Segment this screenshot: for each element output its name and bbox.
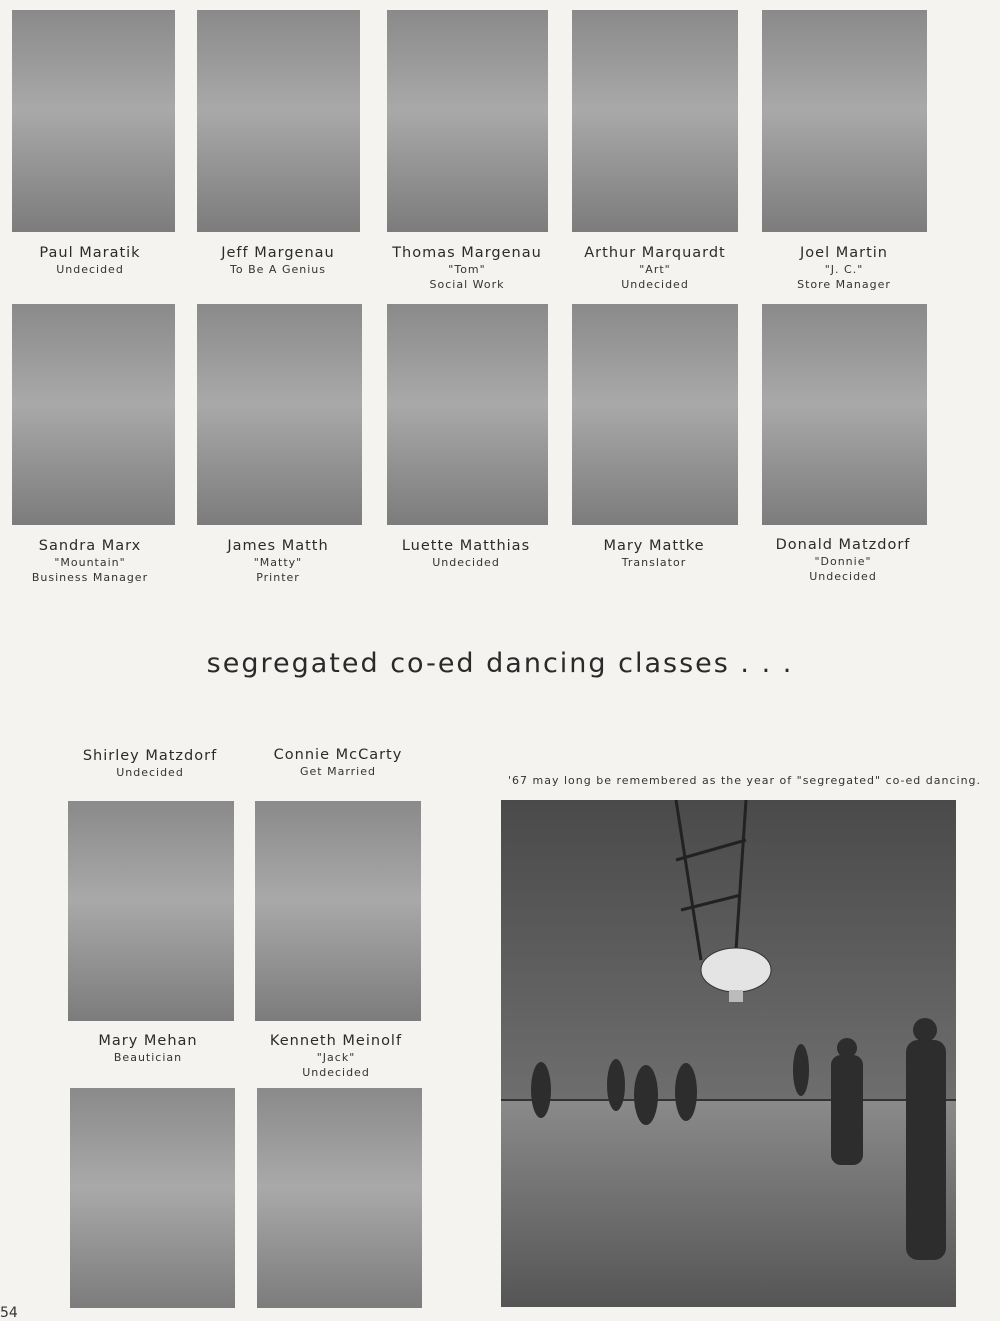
portrait-james-matth bbox=[197, 304, 362, 525]
student-nickname: "Art" bbox=[639, 263, 671, 276]
student-name: Shirley Matzdorf bbox=[82, 748, 218, 764]
student-nickname: "Mountain" bbox=[54, 556, 126, 569]
portrait-luette-matthias bbox=[387, 304, 548, 525]
caption-paul-maratik bbox=[0, 246, 190, 277]
student-name: Kenneth Meinolf bbox=[269, 1033, 403, 1049]
page-number: 54 bbox=[0, 1305, 18, 1321]
student-detail: Undecided bbox=[56, 263, 124, 276]
caption-luette-matthias bbox=[366, 539, 566, 570]
caption-james-matth bbox=[178, 539, 378, 585]
caption-connie-mccarty bbox=[238, 748, 438, 779]
caption-arthur-marquardt bbox=[555, 246, 755, 292]
gym-dance-photo bbox=[501, 800, 956, 1307]
caption-kenneth-meinolf bbox=[236, 1034, 436, 1080]
caption-mary-mattke bbox=[554, 539, 754, 570]
portrait-jeff-margenau bbox=[197, 10, 360, 232]
student-name: James Matth bbox=[227, 538, 329, 554]
caption-sandra-marx bbox=[0, 539, 190, 585]
portrait-mary-mattke bbox=[572, 304, 738, 525]
student-detail: Store Manager bbox=[797, 278, 891, 291]
caption-joel-martin bbox=[744, 246, 944, 292]
portrait-arthur-marquardt bbox=[572, 10, 738, 232]
student-detail: Translator bbox=[621, 556, 687, 569]
portrait-joel-martin bbox=[762, 10, 927, 232]
student-name: Mary Mehan bbox=[98, 1033, 198, 1049]
caption-donald-matzdorf bbox=[743, 538, 943, 584]
student-name: Luette Matthias bbox=[401, 538, 531, 554]
student-detail: To Be A Genius bbox=[230, 263, 326, 276]
caption-shirley-matzdorf bbox=[50, 749, 250, 780]
portrait-sandra-marx bbox=[12, 304, 175, 525]
student-detail: Printer bbox=[256, 571, 300, 584]
photo-caption: '67 may long be remembered as the year of "segregated" co-ed dancing. bbox=[508, 774, 982, 787]
caption-thomas-margenau bbox=[367, 246, 567, 292]
student-name: Mary Mattke bbox=[603, 538, 705, 554]
portrait-thomas-margenau bbox=[387, 10, 548, 232]
student-detail: Undecided bbox=[432, 556, 500, 569]
portrait-mary-mehan bbox=[70, 1088, 235, 1308]
student-name: Sandra Marx bbox=[38, 538, 142, 554]
student-name: Paul Maratik bbox=[39, 245, 141, 261]
student-name: Donald Matzdorf bbox=[775, 537, 911, 553]
student-detail: Undecided bbox=[621, 278, 689, 291]
student-nickname: "Jack" bbox=[316, 1051, 356, 1064]
student-nickname: "Matty" bbox=[253, 556, 303, 569]
student-name: Thomas Margenau bbox=[392, 245, 542, 261]
student-detail: Social Work bbox=[429, 278, 505, 291]
student-name: Arthur Marquardt bbox=[584, 245, 726, 261]
portrait-shirley-matzdorf bbox=[68, 801, 234, 1021]
student-detail: Undecided bbox=[116, 766, 184, 779]
caption-jeff-margenau bbox=[178, 246, 378, 277]
student-name: Joel Martin bbox=[800, 245, 888, 261]
student-detail: Undecided bbox=[302, 1066, 370, 1079]
student-name: Connie McCarty bbox=[273, 747, 403, 763]
student-nickname: "Tom" bbox=[448, 263, 486, 276]
portrait-paul-maratik bbox=[12, 10, 175, 232]
student-detail: Undecided bbox=[809, 570, 877, 583]
student-name: Jeff Margenau bbox=[221, 245, 335, 261]
student-detail: Get Married bbox=[300, 765, 376, 778]
student-nickname: "J. C." bbox=[824, 263, 864, 276]
section-heading: segregated co-ed dancing classes . . . bbox=[206, 648, 794, 679]
portrait-connie-mccarty bbox=[255, 801, 421, 1021]
portrait-donald-matzdorf bbox=[762, 304, 927, 525]
student-nickname: "Donnie" bbox=[814, 555, 872, 568]
portrait-kenneth-meinolf bbox=[257, 1088, 422, 1308]
caption-mary-mehan bbox=[48, 1034, 248, 1065]
student-detail: Business Manager bbox=[31, 571, 149, 584]
student-detail: Beautician bbox=[113, 1051, 183, 1064]
